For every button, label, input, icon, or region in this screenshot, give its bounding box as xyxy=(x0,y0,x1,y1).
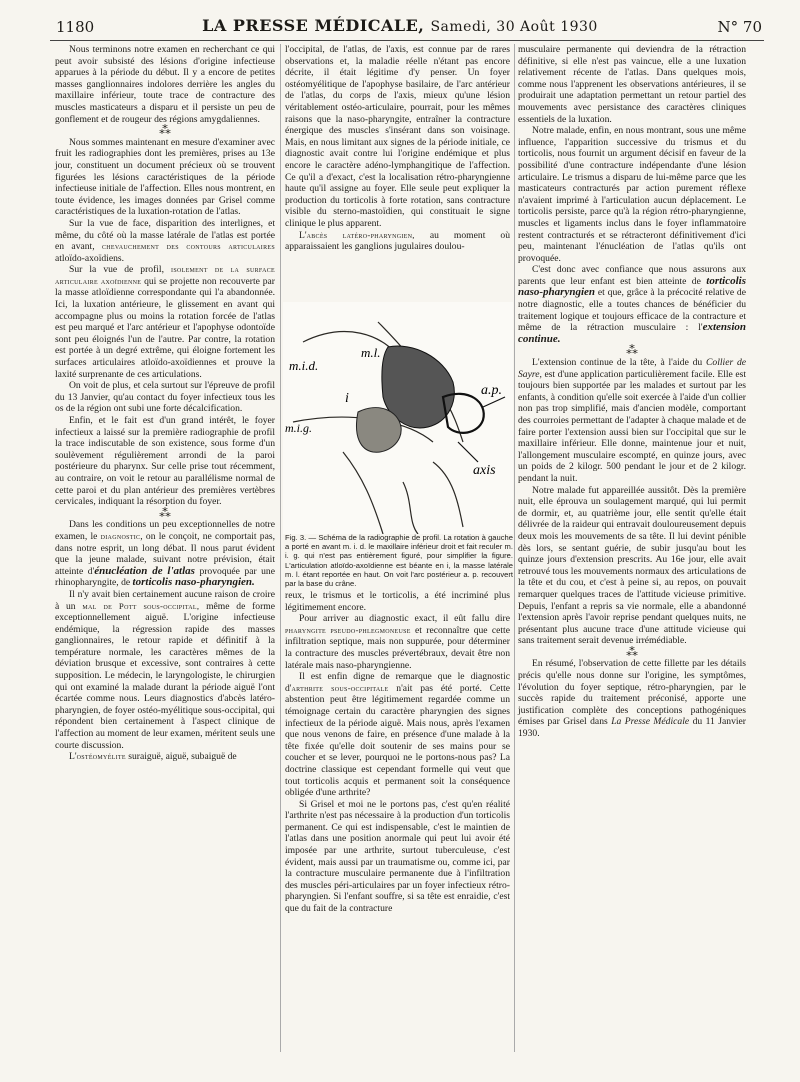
text-run: Il n'y avait bien certainement aucune raison de croire à un xyxy=(55,588,275,612)
text-run: au moment où apparaissaient les ganglions jugulaires doulou- xyxy=(285,229,510,253)
paragraph xyxy=(285,230,510,253)
issue-date: Samedi, 30 Août 1930 xyxy=(430,19,598,35)
vertebra-contour xyxy=(403,482,418,534)
paragraph: Nous terminons notre examen en recherchant ce qui peut avoir subsisté des lésions d'origine infectieuse apparues à la période du début. Il y a encore de petites masses ganglionnaires indolores derrière les angles du maxillaire inférieur, toute trace de contracture des muscles masticateurs a disparu et il persiste un peu de gonflement et de rougeur des régions amygdaliennes. xyxy=(55,44,275,125)
emphasis-run: énucléation de l'atlas xyxy=(94,564,195,577)
paragraph xyxy=(518,264,746,345)
journal-title-line xyxy=(0,16,800,35)
paragraph xyxy=(55,519,275,589)
text-run: suraiguë, aiguë, subaiguë de xyxy=(128,751,237,763)
text-run: provoquée par une rhinopharyngite, de xyxy=(55,565,275,589)
text-run: Pour arriver au diagnostic exact, il eût fallu dire xyxy=(299,613,510,625)
section-separator: ⁂ xyxy=(159,123,171,138)
small-caps-run: chevauchement des contours articulaires xyxy=(102,241,275,252)
paragraph xyxy=(55,218,275,264)
paragraph: Si Grisel et moi ne le portons pas, c'est qu'en réalité l'arthrite n'est pas nécessaire à la production d'un torticolis permanent. Ce qui est indispensable, c'est le maintien de l'atlas dans une position anormale qui peut lui avoir été imposée par une arthrite, surtout tuberculeuse, c'est évident, mais aussi par un traumatisme ou, comme ici, par la contracture musculaire permanente due à l'infiltration des muscles péri-articulaires par un foyer infectieux rétro-pharyngien. Si l'enfant souffre, si sa tête est enraidie, c'est que du fait de la contracture xyxy=(285,798,510,915)
paragraph xyxy=(55,751,275,763)
text-run: L'extension continue de la tête, à l'aide du xyxy=(532,357,703,369)
text-run: et reconnaître que cette infiltration septique, mais non suppurée, pour déterminer la contracture des muscles prévertébraux, devait être non latérale mais naso-pharyngienne. xyxy=(285,624,510,671)
header-rule xyxy=(50,40,764,41)
paragraph: Notre malade fut appareillée aussitôt. Dès la première nuit, elle éprouva un soulagement marqué, qui lui permit de dormir, et, au quatrième jour, elle sentit qu'elle était délivrée de la raideur qui entravait douloureusement depuis deux mois les mouvements de sa tête. Il lui devint pénible dès lors, se sentant guérie, de subir jusqu'au bout les quinze jours d'extension prescrits. Au 16e jour, elle avait retrouvé tous les mouvements normaux des articulations de la tête et du cou, et c'est à peine si, au repos, on pouvait remarquer quelques traces de l'attitude vicieuse primitive. Depuis, l'enfant a repris sa vie normale, elle a abandonné l'extension après l'avoir reprise pendant quelques nuits, ne présentant plus aucune trace d'une attitude vicieuse qui sans traitement serait devenue irrémédiable. xyxy=(518,484,746,647)
text-run: du 11 Janvier 1930. xyxy=(518,716,747,740)
paragraph: reux, le trismus et le torticolis, a été incriminé plus légitimement encore. xyxy=(285,590,510,613)
small-caps-run: pharyngite pseudo-phlegmoneuse xyxy=(285,624,411,635)
journal-title: LA PRESSE MÉDICALE, xyxy=(202,16,425,35)
label-i: i xyxy=(345,391,349,406)
axis-body-shaded xyxy=(356,408,401,453)
paragraph xyxy=(55,589,275,751)
italic-run: La Presse Médicale xyxy=(611,716,690,728)
paragraph: Nous sommes maintenant en mesure d'examiner avec fruit les radiographies dont les premières, prises au 13e jour, constituent un document précieux où se trouvent figurées les lésions caractéristiques de la période infectieuse initiale de l'affection. Elles nous montrent, en toute évidence, les images données par Grisel comme caractéristiques de la luxation-rotation de l'atlas. xyxy=(55,136,275,218)
text-run: Il est enfin digne de remarque que le diagnostic d' xyxy=(285,671,510,694)
paragraph xyxy=(285,613,510,671)
paragraph xyxy=(518,357,746,485)
figure-3-radiograph-schema xyxy=(283,302,513,534)
label-mig: m.i.g. xyxy=(285,421,312,435)
text-run: L' xyxy=(299,229,307,241)
column-2-bottom xyxy=(285,590,510,915)
paragraph: l'occipital, de l'atlas, de l'axis, est connue par de rares observations et, la maladie réelle n'étant pas encore décrite, il était légitime d'y penser. Un foyer ostéomyélitique de l'apophyse basilaire, de l'arc antérieur de l'atlas, du corps de l'axis, mieux qu'une lésion véritablement ostéo-articulaire, pourrait, pour les mêmes raisons que la naso-pharyngite, entraîner la contracture énergique des muscles s'insérant dans son voisinage. Mais, en nous limitant aux signes de la période initiale, ce diagnostic avait contre lui l'origine endémique et plus encore le caractère adéno-lymphangitique de l'affection. Ce qu'il a d'exact, c'est la localisation rétro-pharyngienne haute qu'il assigne au foyer. Elle seule peut expliquer la production du torticolis à forte rotation, sans contracture visible du sterno-mastoïdien, qui constituait le signe clinique le plus apparent. xyxy=(285,44,510,229)
text-run: même de forme exceptionnellement aiguë. L'origine infectieuse endémique, la régression rapide des masses ganglionnaires, le retour rapide et définitif à la température normale, les caractères mêmes de la déviation brusque et excessive, sont contraires à cette supposition. Le médecin, le laryngologiste, le chirurgien qui ont examiné la malade durant la période aiguë l'ont écartée comme nous. Leurs diagnostics d'abcès latéro-pharyngien, de foyer ostéo-myélitique sous-occipital, qui répondent bien certainement à l'aspect clinique de l'affection au moment de leur examen, méritent seuls une courte discussion. xyxy=(55,600,275,751)
column-2-top xyxy=(285,44,510,253)
emphasis-run: extension continue. xyxy=(518,321,746,345)
text-run: En résumé, l'observation de cette fillette par les détails précis qu'elle nous donne sur l'origine, les symptômes, l'évolution du foyer septique, rétro-pharyngien, par le succès rapide du traitement préconisé, apporte une justification complète des conceptions pathogéniques émises par Grisel dans xyxy=(518,658,746,728)
label-mid: m.i.d. xyxy=(289,358,319,373)
column-divider-2 xyxy=(514,44,515,1052)
section-separator: ⁂ xyxy=(159,505,171,520)
small-caps-run: abcès latéro-pharyngien, xyxy=(306,229,415,240)
text-run: et que, grâce à la précocité relative de notre diagnostic, elle a toutes chances de bénéficier du traitement logique et toujours efficace de la contracture et même de la rétraction musculaire : l' xyxy=(518,287,746,334)
vertebra-contour-2 xyxy=(433,462,463,527)
cervical-contour xyxy=(343,452,383,534)
emphasis-run: torticolis naso-pharyngien. xyxy=(132,576,255,589)
paragraph xyxy=(55,264,275,380)
label-axis: axis xyxy=(473,463,496,478)
caption-text: On voit l'arc postérieur a. p. recouvert par la base du crâne. xyxy=(285,569,513,589)
small-caps-run: diagnostic xyxy=(100,530,141,541)
figure-caption xyxy=(285,533,513,588)
small-caps-run: arthrite sous-occipitale xyxy=(291,682,389,693)
section-separator: ⁂ xyxy=(626,644,638,659)
issue-number: N° 70 xyxy=(717,18,762,36)
emphasis-run: torticolis naso-pharyngien xyxy=(518,274,746,299)
text-run: atloïdo-axoïdiens. xyxy=(55,252,125,264)
text-run: n'ait pas été porté. Cette abstention peut être légitimement regardée comme un témoignage certain du caractère pharyngien des signes infectieux de la période aiguë. Mais nous, après l'examen que nous venons de faire, en présence d'une malade à la tête fixée qu'elle doit soutenir de ses mains pour se coucher et se lever, pourquoi ne le portons-nous pas? La doctrine classique est cependant formelle qui veut que tout torticolis acquis et permanent soit la conséquence obligée d'une arthrite? xyxy=(285,682,510,799)
column-1 xyxy=(55,44,275,763)
label-ap: a.p. xyxy=(481,383,502,398)
italic-run: Collier de Sayre, xyxy=(518,357,747,380)
text-run: L' xyxy=(69,751,77,763)
text-run: Sur la vue de face, disparition des interlignes, et même, du côté où la masse latérale de l'atlas est portée en avant, xyxy=(55,217,275,253)
text-run: Sur la vue de profil, xyxy=(69,264,164,276)
axis-leader-line xyxy=(458,442,478,462)
column-3 xyxy=(518,44,746,740)
section-separator: ⁂ xyxy=(626,343,638,358)
paragraph: On voit de plus, et cela surtout sur l'épreuve de profil du 13 Janvier, qu'au contact du foyer infectieux tous les os de la région ont subi une forte décalcification. xyxy=(55,380,275,415)
text-run: qui se projette non recouverte par la masse atloïdienne correspondante qui l'a abandonnée. Ici, la luxation antérieure, le glissement en avant qui accompagne plus ou moins la rotation forcée de l'atlas est peu marqué et l'arc antérieur et l'apophyse odontoïde sont peu éloignés l'un de l'autre. Par contre, la rotation est portée à un degré extrême, qui éloigne fortement les surfaces articulaires atloïdo-axoïdiennes et prouve la laxité surprenante de ces articulations. xyxy=(55,275,275,380)
text-run: , on le conçoit, ne comportait pas, dans notre esprit, un long débat. Il nous parut évident que la jeune malade, suivant notre prévision, était atteinte d' xyxy=(55,530,275,577)
ap-leader-line xyxy=(483,397,505,407)
label-ml: m.l. xyxy=(361,345,381,360)
text-run: C'est donc avec confiance que nous assurons aux parents que leur enfant est bien atteinte de xyxy=(518,264,746,287)
page-header xyxy=(0,0,800,50)
paragraph: musculaire permanente qui deviendra de la rétraction définitive, si elle n'est pas vaincue, elle a une luxation relativement récente de l'atlas. Dans quelques mois, comme nous l'apprenent les observations antérieures, il se produirait une adaptation permettant un retour partiel des mouvements avec persistance des caractères cliniques essentiels de la luxation. xyxy=(518,44,746,125)
radiograph-schema-drawing xyxy=(283,302,513,534)
page-number: 1180 xyxy=(56,18,95,36)
paragraph: Notre malade, enfin, en nous montrant, sous une même influence, l'apparition successive du trismus et du torticolis, nous fournit un argument décisif en faveur de la possibilité d'une contracture indépendante d'une lésion articulaire. Le trismus a disparu de lui-même parce que les masticateurs contracturés par action purement réflexe n'avaient imprimé à l'articulation aucun déplacement. Le torticolis persiste, parce qu'à la région rétro-pharyngienne, muscles et ligaments inclus dans le foyer inflammatoire restent contracturés et se rétracteront définitivement d'ici peu, maintenant l'énucléation de l'atlas qu'ils ont provoquée. xyxy=(518,125,746,264)
caption-text: Fig. 3. — Schéma de la radiographie de profil. La rotation à gauche a porté en avant m. i. d. le maxillaire inférieur droit et fait reculer m. i. g. qui n'est pas entièrement figuré, pour simplifier la figure. L'articulation atloïdo-axoïdienne est béante en i, la masse latérale m. l. étant reportée en haut. xyxy=(285,533,513,579)
small-caps-run: ostéomyélite xyxy=(76,751,126,762)
text-run: est d'une application particulièrement facile. Elle est toujours bien supportée par les malades et surtout par les enfants, à condition qu'elle soit exercée à l'aide d'un collier non pas trop simplifié, mais d'ancien modèle, comportant des courroies permettant de l'adapter à chaque malade et de faire porter l'extension aussi bien sur l'occipital que sur le maxillaire inférieur. Elle donne, maintenue jour et nuit, l'allongement musculaire escompté, en quinze jours, avec un poids de 2 kilogr. 500 pendant le jour et de 2 kilogr. pendant la nuit. xyxy=(518,368,746,484)
text-run: Dans les conditions un peu exceptionnelles de notre examen, le xyxy=(55,519,275,542)
small-caps-run: isolement de la surface articulaire axoïdienne xyxy=(55,264,275,286)
paragraph xyxy=(518,658,746,739)
small-caps-run: mal de Pott sous-occipital, xyxy=(82,600,200,611)
column-divider-1 xyxy=(280,44,281,1052)
paragraph xyxy=(285,671,510,799)
paragraph: Enfin, et le fait est d'un grand intérêt, le foyer infectieux a laissé sur la première radiographie de profil la trace indiscutable de son existence, sous forme d'un soulèvement régulièrement arrondi de la paroi postérieure du pharynx. Sur celle prise tout récemment, au contraire, on voit le retour au parallélisme normal de cette paroi et du plan antérieur des premières vertèbres cervicales, indiquant la résorption du foyer. xyxy=(55,415,275,508)
